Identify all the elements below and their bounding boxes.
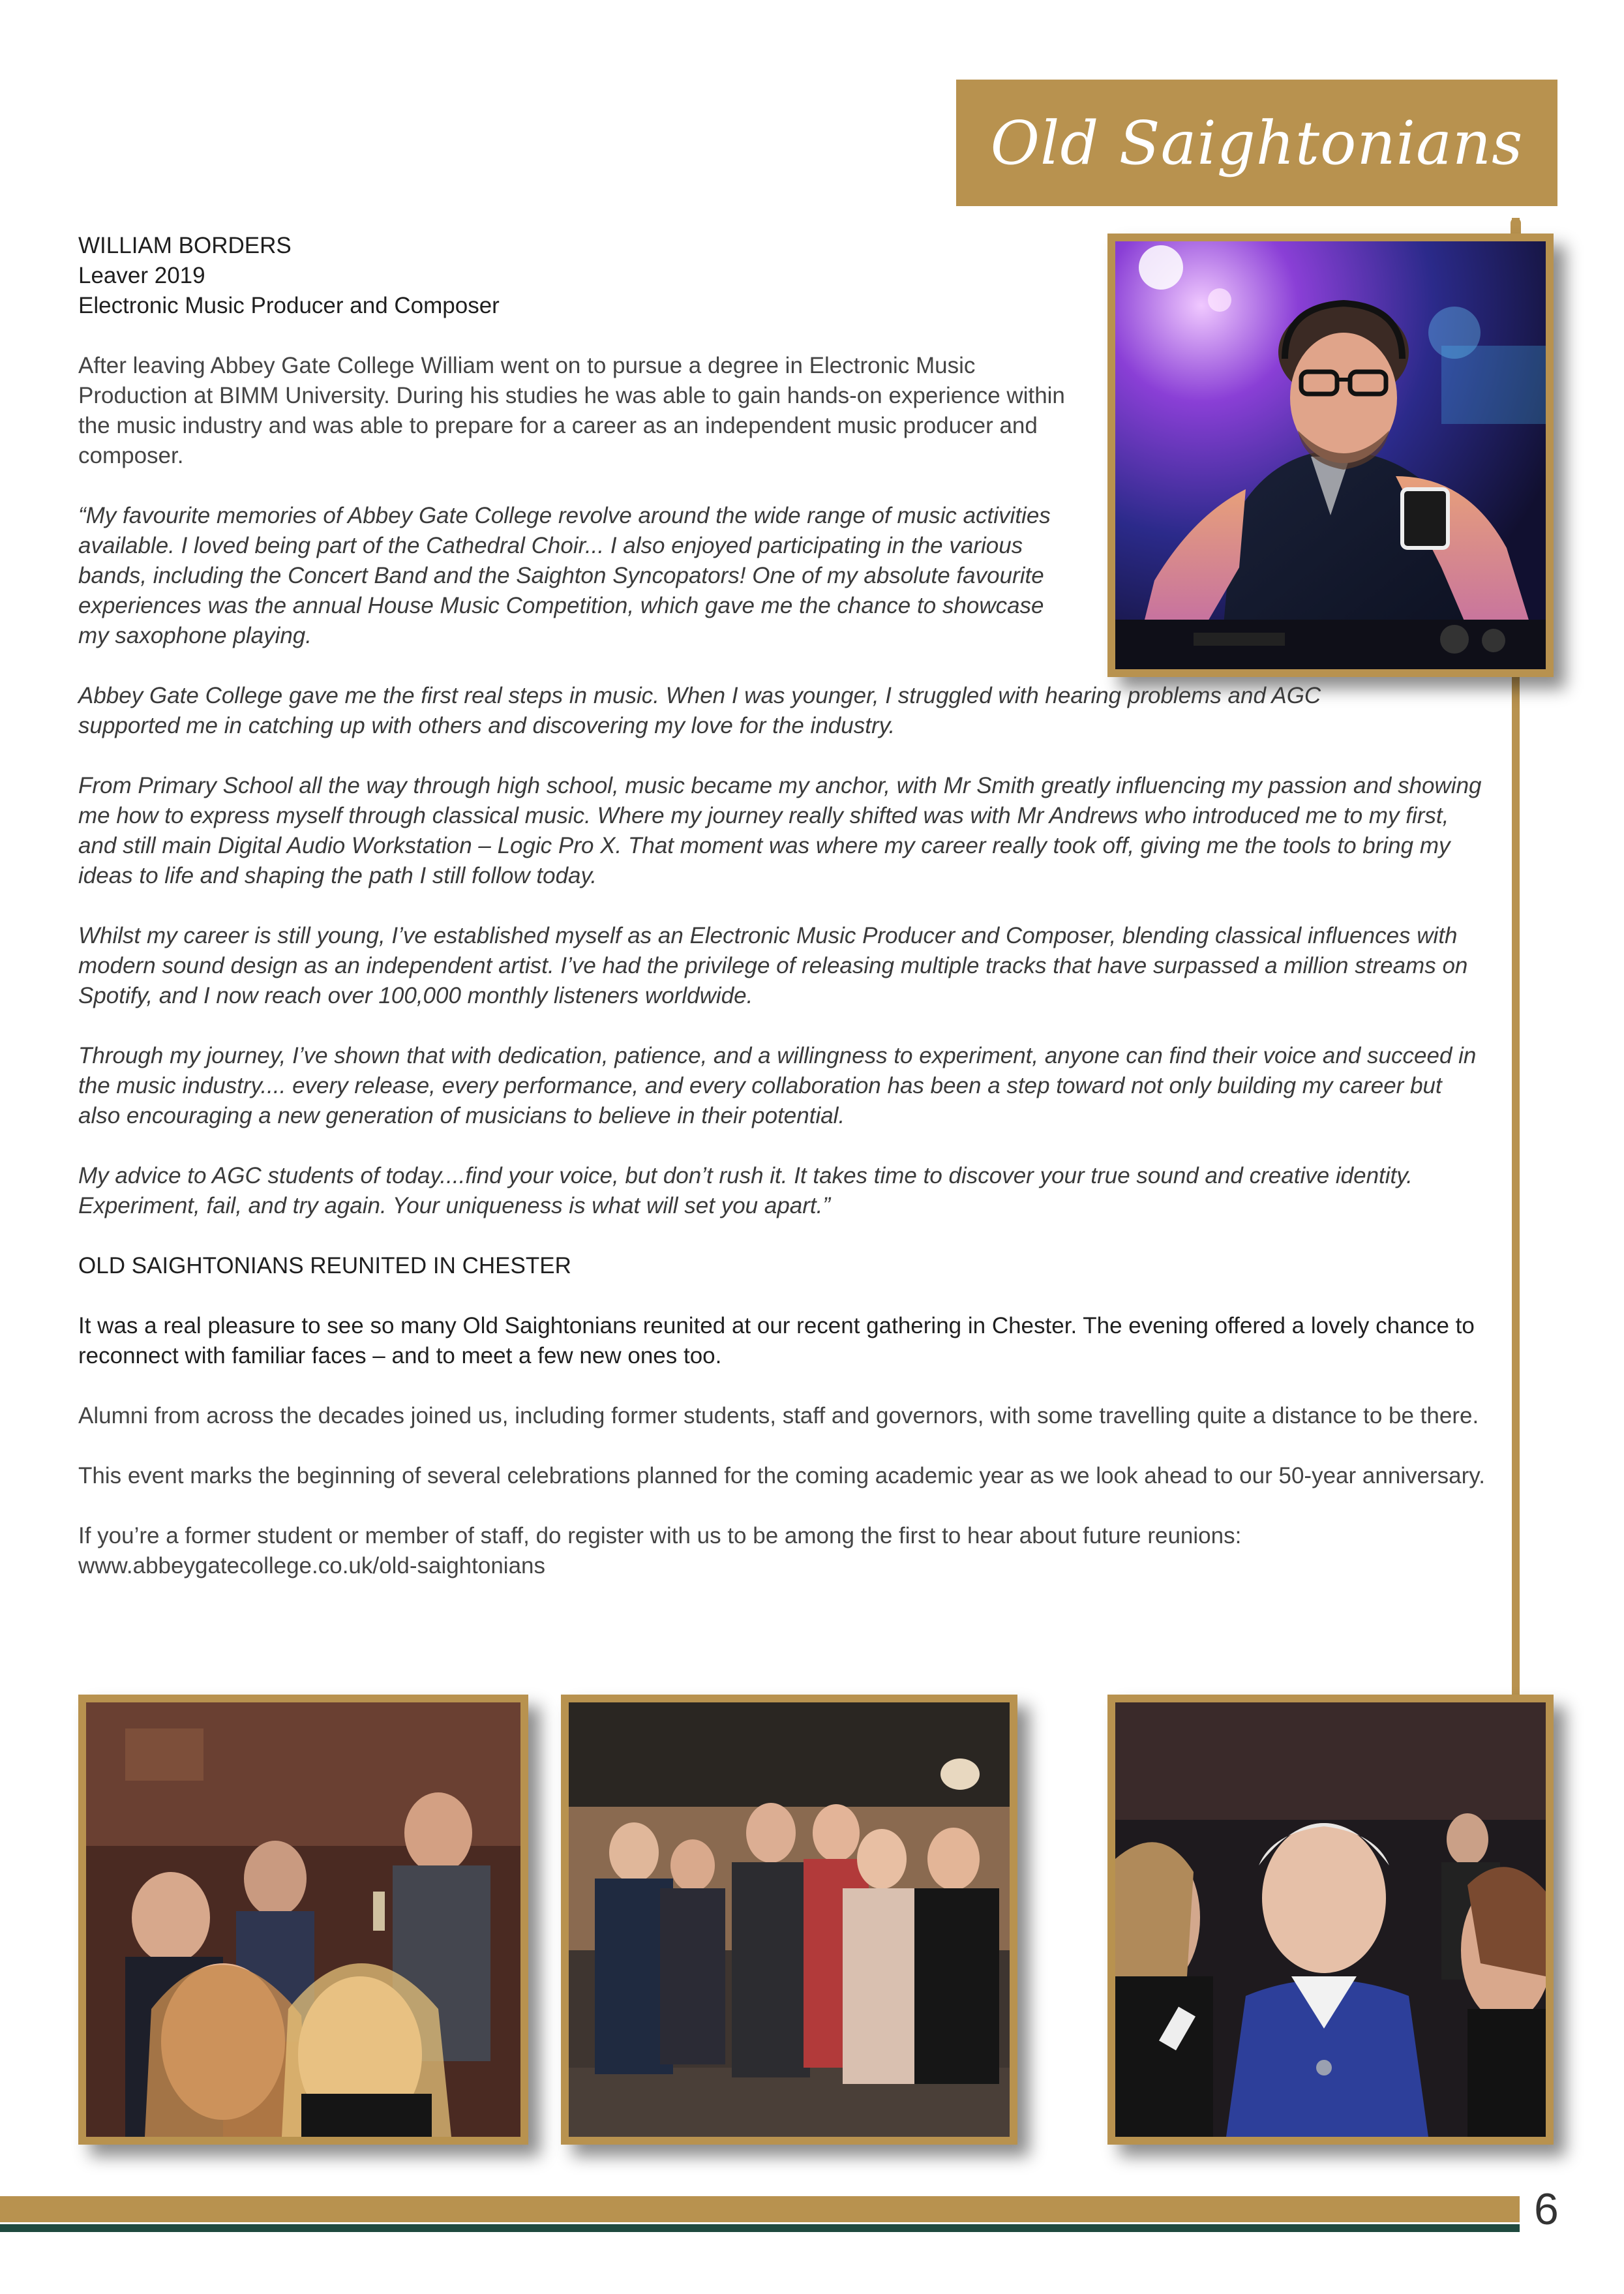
reunion-lead-paragraph: It was a real pleasure to see so many Old Saightonians reunited at our recent gathering in Chester. The evening offered a lovely chance to reconnect with familiar faces – and to meet a few new ones too. (78, 1313, 1475, 1368)
reunion-photo-1 (78, 1695, 528, 2145)
intro-paragraph: After leaving Abbey Gate College William went on to pursue a degree in Electronic Music Production at BIMM University. During his studies he was able to gain hands-on experience within the music industry and was able to prepare for a career as an independent music producer and composer. (78, 353, 1065, 468)
reunion-heading: OLD SAIGHTONIANS REUNITED IN CHESTER (78, 1253, 571, 1278)
footer-green-line (0, 2224, 1520, 2232)
reunion-photo-2 (561, 1695, 1017, 2145)
page-title-banner (956, 80, 1557, 206)
quote-paragraph-5: Through my journey, I’ve shown that with dedication, patience, and a willingness to experiment, anyone can find their voice and succeed in the music industry.... every release, every performance, and every collaboration has been a step toward not only building my career but also encouraging a new generation of musicians to believe in their potential. (78, 1043, 1477, 1128)
reunion-conversation-illustration (1115, 1702, 1546, 2137)
profile-header (78, 231, 1487, 321)
quote-paragraph-6: My advice to AGC students of today....find your voice, but don’t rush it. It takes time to discover your true sound and creative identity. Experiment, fail, and try again. Your uniqueness is what will set you apart.” (78, 1163, 1413, 1218)
reunion-paragraph-3: If you’re a former student or member of staff, do register with us to be among the first to hear about future reunions: (78, 1523, 1242, 1548)
alumnus-leaver-year: Leaver 2019 (78, 263, 205, 288)
quote-paragraph-4: Whilst my career is still young, I’ve established myself as an Electronic Music Producer and Composer, blending classical influences with modern sound design as an independent artist. I’ve had the privilege of releasing multiple tracks that have surpassed a million streams on Spotify, and I now reach over 100,000 monthly listeners worldwide. (78, 923, 1468, 1008)
page-number: 6 (1534, 2184, 1559, 2234)
reunion-selfie-illustration (86, 1702, 520, 2137)
reunion-group-illustration (569, 1702, 1010, 2137)
reunion-photo-3 (1107, 1695, 1554, 2145)
footer-gold-band (0, 2196, 1520, 2222)
quote-paragraph-2: Abbey Gate College gave me the first real steps in music. When I was younger, I struggled with hearing problems and AGC supported me in catching up with others and discovering my love for the industry. (78, 683, 1321, 738)
quote-paragraph-1: “My favourite memories of Abbey Gate College revolve around the wide range of music activities available. I loved being part of the Cathedral Choir... I also enjoyed participating in the various bands, including the Concert Band and the Saighton Syncopators! One of my absolute favourite experiences was the annual House Music Competition, which gave me the chance to showcase my saxophone playing. (78, 503, 1051, 648)
article-body (78, 231, 1487, 1581)
alumnus-role: Electronic Music Producer and Composer (78, 293, 500, 318)
reunion-link[interactable]: www.abbeygatecollege.co.uk/old-saightonians (78, 1553, 546, 1578)
quote-paragraph-3: From Primary School all the way through high school, music became my anchor, with Mr Smith greatly influencing my passion and showing me how to express myself through classical music. Where my journey really shifted was with Mr Andrews who introduced me to my first, and still main Digital Audio Workstation – Logic Pro X. That moment was where my career really took off, giving me the tools to bring my ideas to life and shaping the path I still follow today. (78, 773, 1482, 888)
alumnus-name: WILLIAM BORDERS (78, 233, 292, 258)
reunion-paragraph-1: Alumni from across the decades joined us, including former students, staff and governors, with some travelling quite a distance to be there. (78, 1403, 1479, 1428)
page-title: Old Saightonians (990, 108, 1524, 178)
reunion-paragraph-2: This event marks the beginning of several celebrations planned for the coming academic year as we look ahead to our 50-year anniversary. (78, 1463, 1485, 1488)
